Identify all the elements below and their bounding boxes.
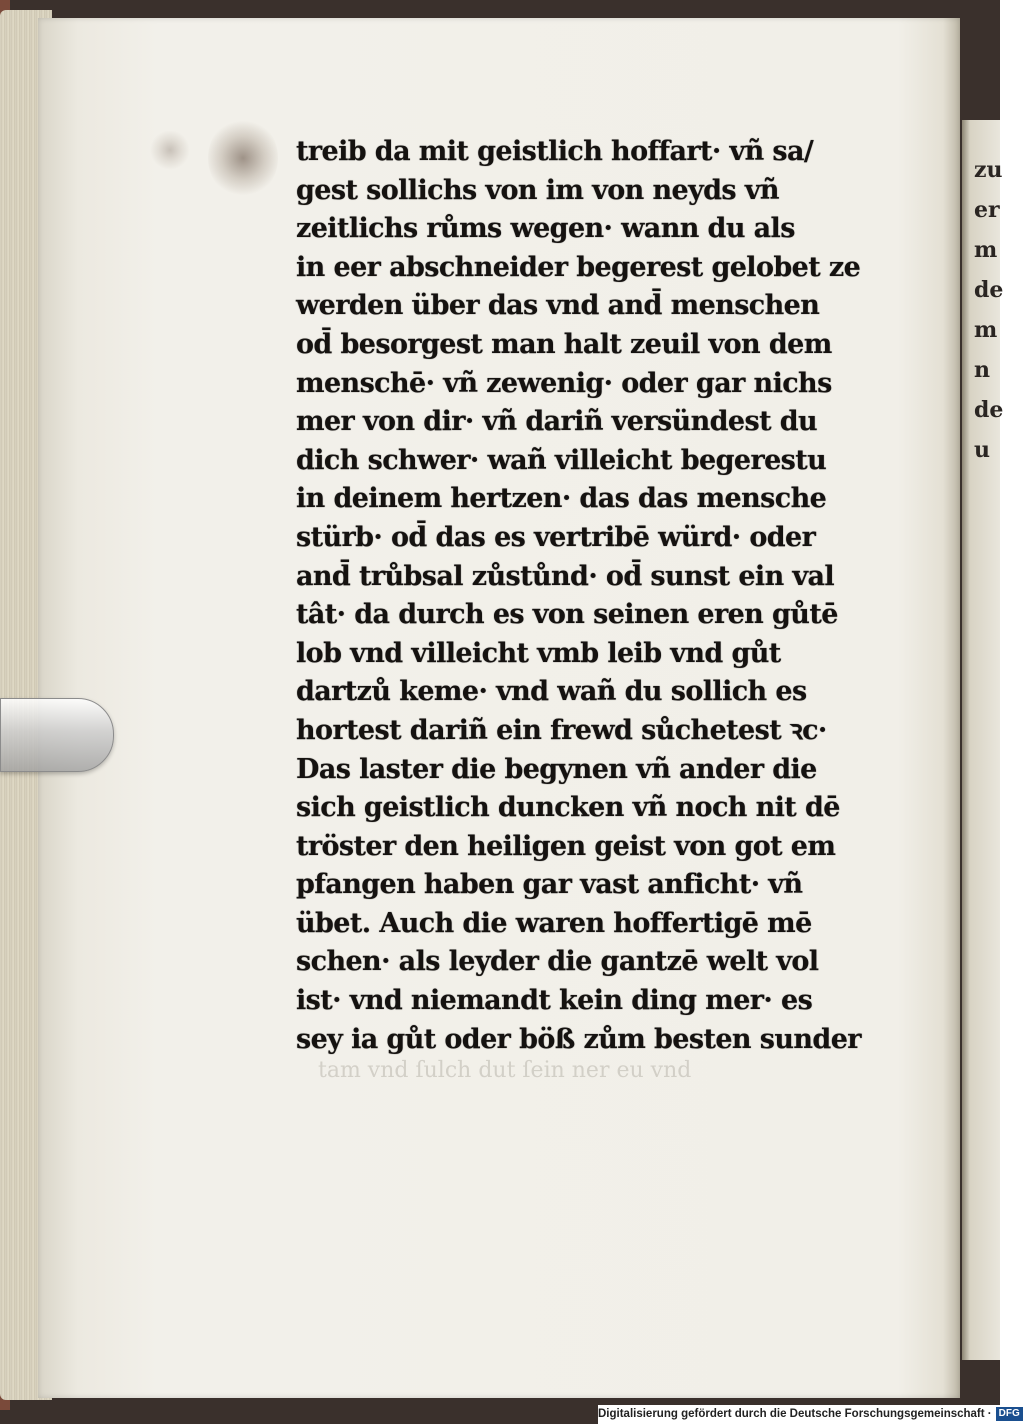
next-page-text xyxy=(974,150,1004,470)
next-page-fragment: zu xyxy=(974,157,1003,183)
text-line: mer von dir· vñ dariñ versündest du xyxy=(296,406,818,438)
text-line: in eer abschneider begerest gelobet ze xyxy=(296,251,861,283)
text-line: menschē· vñ zewenig· oder gar nichs xyxy=(296,367,832,399)
text-line: zeitlichs růms wegen· wann du als xyxy=(296,213,795,245)
next-page-fragment: u xyxy=(974,437,990,463)
text-line: treib da mit geistlich hoffart· vñ sa/ xyxy=(296,136,814,167)
text-line: übet. Auch die waren hoffertigē mē xyxy=(296,907,812,939)
text-line: dartzů keme· vnd wañ du sollich es xyxy=(296,676,807,708)
ink-stain xyxy=(208,118,278,198)
page-text-block xyxy=(296,133,861,1059)
next-page-fragment: m xyxy=(974,237,998,263)
text-line: lob vnd villeicht vmb leib vnd gůt xyxy=(296,637,781,669)
text-line: tât· da durch es von seinen eren gůtē xyxy=(296,599,838,631)
page-clip xyxy=(0,698,114,772)
text-line: pfangen haben gar vast anficht· vñ xyxy=(296,869,803,901)
text-line: dich schwer· wañ villeicht begerestu xyxy=(296,444,827,476)
text-line: Das laster die begynen vñ ander die xyxy=(296,753,817,785)
text-line: sich geistlich duncken vñ noch nit dē xyxy=(296,792,840,824)
footer-credit-text: Digitalisierung gefördert durch die Deutsche Forschungsgemeinschaft · xyxy=(598,1408,992,1420)
text-line: hortest dariñ ein frewd sůchetest ꝛc· xyxy=(296,714,827,746)
text-line: ist· vnd niemandt kein ding mer· es xyxy=(296,985,813,1017)
text-line: stürb· od̄ das es vertribē würd· oder xyxy=(296,521,816,553)
text-line: in deinem hertzen· das das mensche xyxy=(296,483,827,515)
text-line: tröster den heiligen geist von got em xyxy=(296,830,836,862)
text-line: gest sollichs von im von neyds vñ xyxy=(296,174,779,206)
next-page-fragment: er xyxy=(974,197,1000,223)
dfg-logo: DFG xyxy=(996,1407,1023,1421)
text-line: werden über das vnd and̄ menschen xyxy=(296,290,820,322)
text-line: schen· als leyder die gantzē welt vol xyxy=(296,946,819,978)
next-page-fragment: de xyxy=(974,277,1004,303)
next-page-fragment: m xyxy=(974,317,998,343)
ink-stain-small xyxy=(150,130,190,170)
bleed-through-text: tam vnd ſulch dut ſein ner eu vnd xyxy=(318,1058,692,1083)
text-line: sey ia gůt oder böß zům besten sunder xyxy=(296,1023,861,1055)
text-line: od̄ besorgest man halt zeuil von dem xyxy=(296,328,832,360)
footer-credit xyxy=(598,1405,1020,1424)
next-page-fragment: n xyxy=(974,357,990,383)
text-line: and̄ trůbsal zůstůnd· od̄ sunst ein val xyxy=(296,560,835,592)
next-page-fragment: de xyxy=(974,397,1004,423)
